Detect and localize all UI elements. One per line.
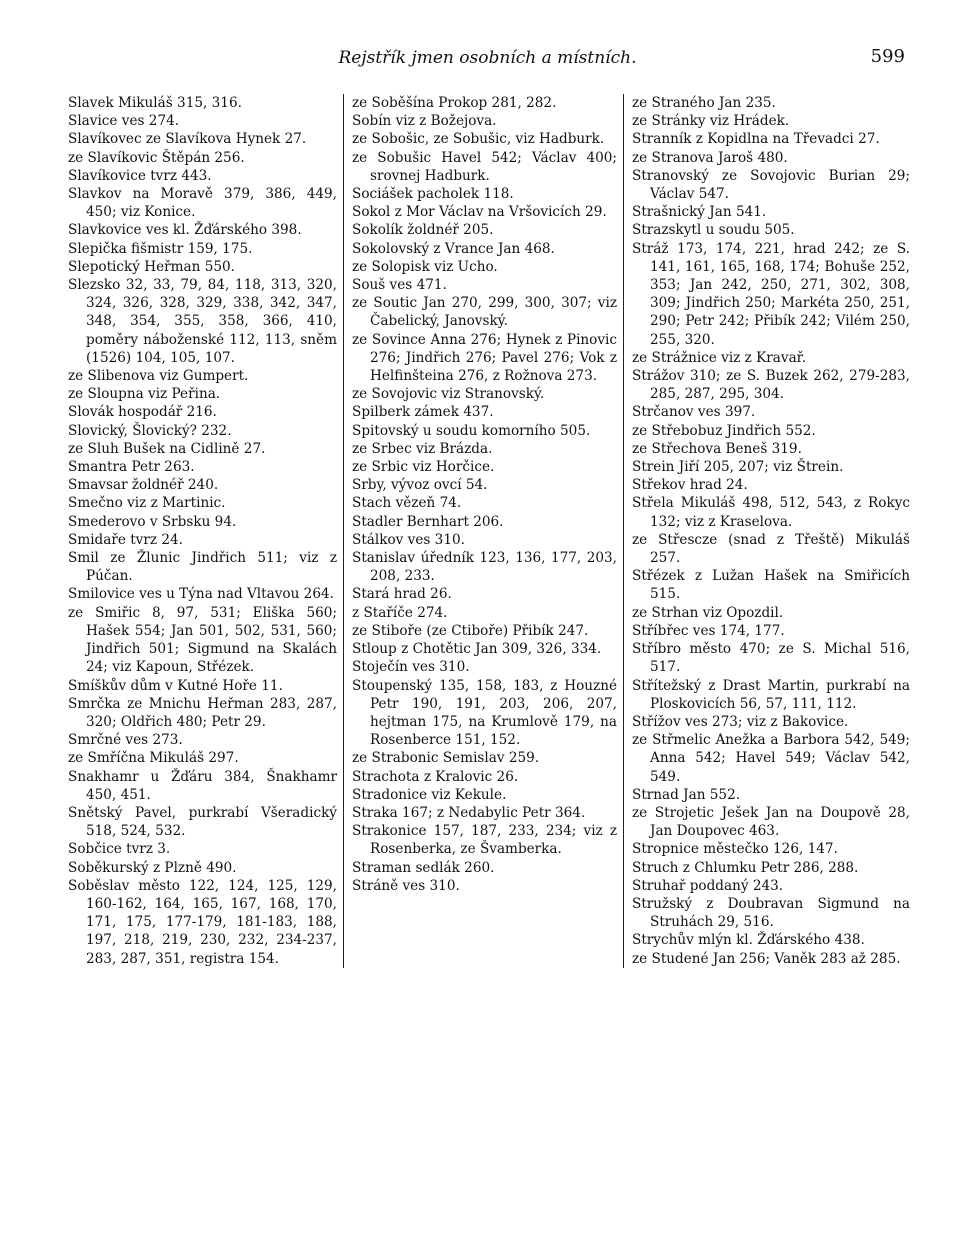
index-entry: Strčanov ves 397. bbox=[632, 404, 756, 421]
index-entry: ze Slavíkovic Štěpán 256. bbox=[68, 149, 245, 166]
index-entry: Stráž 173, 174, 221, hrad 242; ze S. 141, 161, 165, 168, 174; Bohuše 252, 353; Jan 242, 250, 271, 302, 308, 309; Jindřich 250; Markéta 250, 251, 290; Petr 242; Přibík 242; Vilém 250, 255, 320. bbox=[632, 240, 910, 348]
index-entry: Stálkov ves 310. bbox=[352, 531, 465, 548]
index-entry: Smrčné ves 273. bbox=[68, 732, 183, 749]
index-entry: Smilovice ves u Týna nad Vltavou 264. bbox=[68, 586, 334, 603]
index-entry: Stanislav úředník 123, 136, 177, 203, 208, 233. bbox=[352, 550, 617, 585]
index-entry: Sokolovský z Vrance Jan 468. bbox=[352, 240, 555, 257]
index-entry: ze Sloupna viz Peřina. bbox=[68, 386, 221, 403]
index-entry: Stloup z Chotětic Jan 309, 326, 334. bbox=[352, 641, 602, 658]
index-entry: Stoupenský 135, 158, 183, z Houzné Petr 190, 191, 203, 206, 207, hejtman 175, na Krumlově 179, na Rosenberce 151, 152. bbox=[352, 677, 617, 749]
index-entry: ze Sovince Anna 276; Hynek z Pinovic 276; Jindřich 276; Pavel 276; Vok z Helfinšteina 276, z Rožnova 273. bbox=[352, 331, 617, 385]
index-entry: z Staříče 274. bbox=[352, 604, 448, 621]
index-entry: Slavíkovice tvrz 443. bbox=[68, 167, 212, 184]
index-entry: Struch z Chlumku Petr 286, 288. bbox=[632, 859, 859, 876]
index-entry: Slavíkovec ze Slavíkova Hynek 27. bbox=[68, 131, 307, 148]
index-entry: ze Smříčna Mikuláš 297. bbox=[68, 750, 239, 767]
index-entry: Střekov hrad 24. bbox=[632, 477, 748, 494]
index-entry: ze Sluh Bušek na Cidlině 27. bbox=[68, 440, 266, 457]
index-entry: ze Studené Jan 256; Vaněk 283 až 285. bbox=[632, 950, 901, 967]
index-entry: Sokolík žoldnéř 205. bbox=[352, 222, 494, 239]
index-entry: Snětský Pavel, purkrabí Všeradický 518, 524, 532. bbox=[68, 804, 337, 840]
index-entry: Srby, vývoz ovcí 54. bbox=[352, 477, 488, 494]
running-title: Rejstřík jmen osobních a místních. bbox=[338, 48, 637, 68]
index-entry: Struhař poddaný 243. bbox=[632, 877, 784, 894]
index-entry: Strein Jiří 205, 207; viz Štrein. bbox=[632, 459, 844, 476]
index-entry: Slovický, Šlovický? 232. bbox=[68, 422, 232, 439]
index-entry: Stranovský ze Sovojovic Burian 29; Václav 547. bbox=[632, 167, 910, 203]
index-entry: Spilberk zámek 437. bbox=[352, 404, 494, 421]
index-entry: Sobín viz z Božejova. bbox=[352, 113, 497, 130]
index-entry: ze Strojetic Ješek Jan na Doupově 28, Jan Doupovec 463. bbox=[632, 804, 910, 840]
index-entry: Sobčice tvrz 3. bbox=[68, 841, 171, 858]
index-entry: Strychův mlýn kl. Žďárského 438. bbox=[632, 932, 865, 949]
index-entry: ze Stranova Jaroš 480. bbox=[632, 149, 788, 166]
index-entry: Slepotický Heřman 550. bbox=[68, 258, 235, 275]
index-entry: Stach vězeň 74. bbox=[352, 495, 462, 512]
index-entry: Stružský z Doubravan Sigmund na Struhách 29, 516. bbox=[632, 895, 910, 931]
index-entry: Slovák hospodář 216. bbox=[68, 404, 217, 421]
index-entry: ze Střmelic Anežka a Barbora 542, 549; Anna 542; Havel 549; Václav 542, 549. bbox=[632, 732, 910, 785]
index-entry: ze Solopisk viz Ucho. bbox=[352, 258, 498, 275]
index-entry: ze Strážnice viz z Kravař. bbox=[632, 349, 807, 366]
index-entry: ze Straného Jan 235. bbox=[632, 95, 776, 111]
index-entry: Slepička fišmistr 159, 175. bbox=[68, 240, 253, 257]
index-entry: Střézek z Lužan Hašek na Smiřicích 515. bbox=[632, 568, 910, 603]
index-entry: Stranník z Kopidlna na Třevadci 27. bbox=[632, 131, 880, 148]
index-entry: Strnad Jan 552. bbox=[632, 786, 741, 803]
index-entry: Stráně ves 310. bbox=[352, 877, 460, 894]
index-entry: ze Soběšína Prokop 281, 282. bbox=[352, 95, 557, 111]
index-entry: Strážov 310; ze S. Buzek 262, 279-283, 285, 287, 295, 304. bbox=[632, 368, 910, 403]
index-entry: Slavkovice ves kl. Žďárského 398. bbox=[68, 222, 302, 239]
index-entry: Soběslav město 122, 124, 125, 129, 160-162, 164, 165, 167, 168, 170, 171, 175, 177-179, 181-183, 188, 197, 218, 219, 230, 232, 234-237, 283, 287, 351, registra 154. bbox=[68, 877, 337, 967]
index-entry: Slavek Mikuláš 315, 316. bbox=[68, 95, 242, 111]
index-entry: ze Sobošic, ze Sobušic, viz Hadburk. bbox=[352, 131, 605, 148]
index-entry: Stříbřec ves 174, 177. bbox=[632, 622, 785, 639]
index-entry: Slezsko 32, 33, 79, 84, 118, 313, 320, 324, 326, 328, 329, 338, 342, 347, 348, 354, 355, 358, 366, 410, poměry náboženské 112, 113, sněm (1526) 104, 105, 107. bbox=[68, 277, 337, 366]
index-entry: Střížov ves 273; viz z Bakovice. bbox=[632, 713, 849, 730]
index-entry: Stadler Bernhart 206. bbox=[352, 513, 504, 530]
index-entry: Smil ze Žlunic Jindřich 511; viz z Púčan. bbox=[68, 550, 337, 585]
index-entry: Slavice ves 274. bbox=[68, 113, 180, 130]
index-entry: Souš ves 471. bbox=[352, 277, 447, 294]
index-entry: Stradonice viz Kekule. bbox=[352, 786, 507, 803]
page-number: 599 bbox=[870, 46, 905, 67]
index-entry: Soběkurský z Plzně 490. bbox=[68, 859, 237, 876]
index-entry: ze Střebobuz Jindřich 552. bbox=[632, 422, 816, 439]
index-entry: Strašnický Jan 541. bbox=[632, 204, 767, 221]
index-entry: Smečno viz z Martinic. bbox=[68, 495, 226, 512]
index-entry: Slavkov na Moravě 379, 386, 449, 450; viz Konice. bbox=[68, 186, 337, 221]
index-entry: Stříbro město 470; ze S. Michal 516, 517. bbox=[632, 641, 910, 676]
index-entry: Stropnice městečko 126, 147. bbox=[632, 841, 838, 858]
index-entry: ze Srbec viz Brázda. bbox=[352, 440, 493, 457]
index-entry: ze Střescze (snad z Třeště) Mikuláš 257. bbox=[632, 531, 910, 567]
index-entry: Smíškův dům v Kutné Hoře 11. bbox=[68, 677, 283, 694]
index-entry: Stoječín ves 310. bbox=[352, 659, 470, 676]
index-entry: Straka 167; z Nedabylic Petr 364. bbox=[352, 804, 586, 821]
index-entry: ze Strhan viz Opozdil. bbox=[632, 604, 784, 621]
index-entry: Smrčka ze Mnichu Heřman 283, 287, 320; Oldřich 480; Petr 29. bbox=[68, 695, 337, 730]
index-entry: ze Sovojovic viz Stranovský. bbox=[352, 386, 545, 403]
index-column-3 bbox=[623, 94, 910, 968]
index-entry: Střela Mikuláš 498, 512, 543, z Rokyc 132; viz z Kraselova. bbox=[632, 495, 910, 530]
index-entry: ze Stránky viz Hrádek. bbox=[632, 113, 790, 130]
index-entry: ze Slibenova viz Gumpert. bbox=[68, 368, 249, 385]
index-entry: ze Střechova Beneš 319. bbox=[632, 440, 802, 457]
index-entry: Strazskytl u soudu 505. bbox=[632, 222, 795, 239]
index-entry: ze Strabonic Semislav 259. bbox=[352, 750, 540, 767]
index-column-1 bbox=[68, 94, 343, 968]
index-entry: Strakonice 157, 187, 233, 234; viz z Rosenberka, ze Švamberka. bbox=[352, 823, 617, 858]
index-entry: ze Srbic viz Horčice. bbox=[352, 459, 495, 476]
index-entry: Smederovo v Srbsku 94. bbox=[68, 513, 237, 530]
index-entry: ze Smiřic 8, 97, 531; Eliška 560; Hašek 554; Jan 501, 502, 531, 560; Jindřich 501; Sigmund na Skalách 24; viz Kapoun, Střézek. bbox=[68, 604, 337, 676]
page-header bbox=[70, 46, 905, 74]
index-column-2 bbox=[343, 94, 623, 968]
index-entry: Snakhamr u Žďáru 384, Šnakhamr 450, 451. bbox=[68, 768, 337, 803]
index-entry: Straman sedlák 260. bbox=[352, 859, 495, 876]
index-entry: Spitovský u soudu komorního 505. bbox=[352, 422, 591, 439]
index-entry: Stará hrad 26. bbox=[352, 586, 452, 603]
index-entry: Smidaře tvrz 24. bbox=[68, 531, 183, 548]
index-entry: ze Sobušic Havel 542; Václav 400; srovnej Hadburk. bbox=[352, 149, 617, 184]
index-entry: ze Soutic Jan 270, 299, 300, 307; viz Čabelický, Janovský. bbox=[352, 295, 617, 330]
index-entry: Sokol z Mor Václav na Vršovicích 29. bbox=[352, 204, 607, 221]
index-columns bbox=[68, 94, 910, 968]
index-entry: Smantra Petr 263. bbox=[68, 459, 195, 476]
index-entry: Smavsar žoldnéř 240. bbox=[68, 477, 219, 494]
index-entry: ze Stiboře (ze Ctiboře) Přibík 247. bbox=[352, 622, 589, 639]
index-entry: Střítežský z Drast Martin, purkrabí na Ploskovicích 56, 57, 111, 112. bbox=[632, 677, 910, 712]
index-entry: Sociášek pacholek 118. bbox=[352, 186, 514, 203]
index-entry: Strachota z Kralovic 26. bbox=[352, 768, 519, 785]
